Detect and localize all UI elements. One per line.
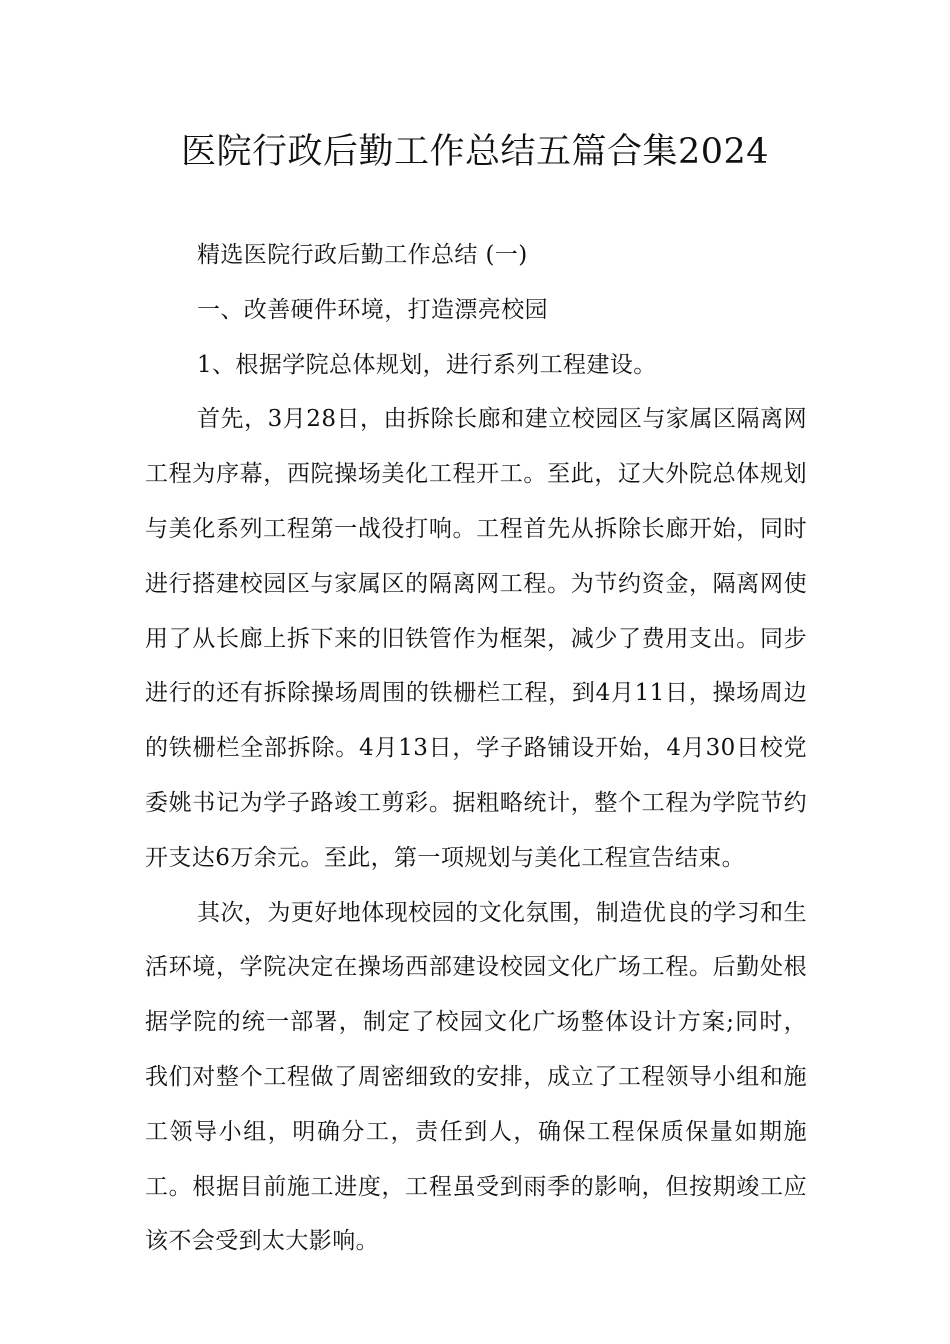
body-paragraph: 首先，3月28日，由拆除长廊和建立校园区与家属区隔离网工程为序幕，西院操场美化工程开工。至此，辽大外院总体规划与美化系列工程第一战役打响。工程首先从拆除长廊开始，同时进行搭建校园区与家属区的隔离网工程。为节约资金，隔离网使用了从长廊上拆下来的旧铁管作为框架，减少了费用支出。同步进行的还有拆除操场周围的铁栅栏工程，到4月11日，操场周边的铁栅栏全部拆除。4月13日，学子路铺设开始，4月30日校党委姚书记为学子路竣工剪彩。据粗略统计，整个工程为学院节约开支达6万余元。至此，第一项规划与美化工程宣告结束。 <box>145 406 807 871</box>
document-title: 医院行政后勤工作总结五篇合集2024 <box>180 132 770 172</box>
section-heading: 精选医院行政后勤工作总结 (一) <box>197 242 528 268</box>
body-paragraph: 其次，为更好地体现校园的文化氛围，制造优良的学习和生活环境，学院决定在操场西部建设校园文化广场工程。后勤处根据学院的统一部署，制定了校园文化广场整体设计方案;同时，我们对整个工程做了周密细致的安排，成立了工程领导小组和施工领导小组，明确分工，责任到人，确保工程保质保量如期施工。根据目前施工进度，工程虽受到雨季的影响，但按期竣工应该不会受到太大影响。 <box>145 899 807 1255</box>
subsection-heading: 一、改善硬件环境，打造漂亮校园 <box>197 296 548 323</box>
item-heading: 1、根据学院总体规划，进行系列工程建设。 <box>197 351 657 378</box>
document-body <box>145 228 807 1269</box>
